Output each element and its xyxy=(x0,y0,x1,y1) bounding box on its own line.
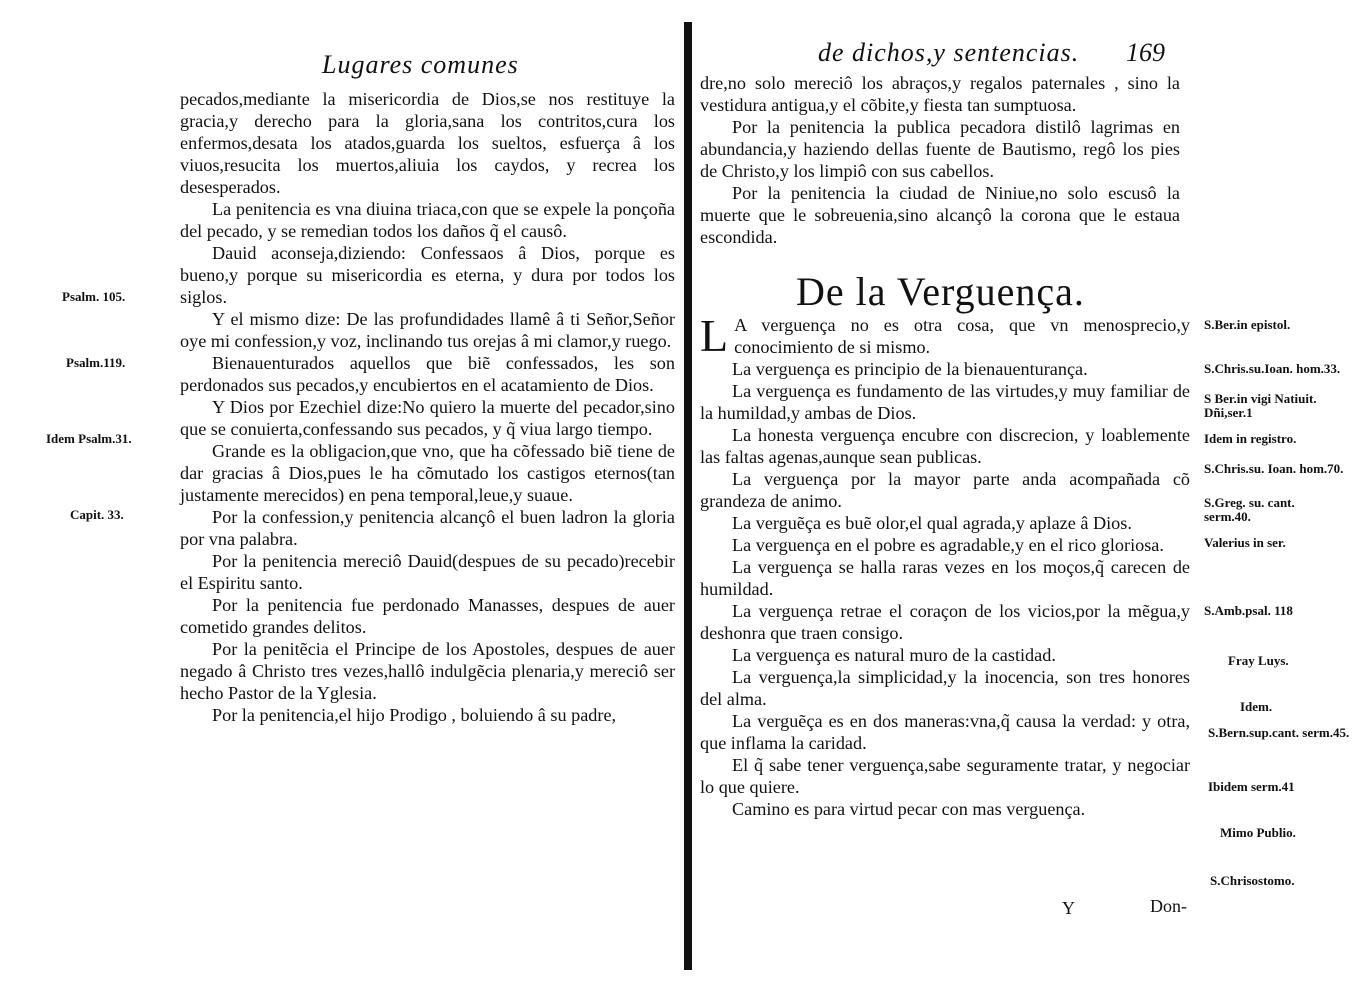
paragraph: Y el mismo dize: De las profundidades llamê â ti Señor,Señor oye mi confession,y voz, inclinando tus orejas â mi clamor,y ruego. xyxy=(180,309,675,351)
margin-note: Psalm. 105. xyxy=(62,289,126,304)
paragraph: Dauid aconseja,diziendo: Confessaos â Dios, porque es bueno,y porque su misericordia es eterna, y dura por todos los siglos. xyxy=(180,243,675,307)
margin-note: S Ber.in vigi Natiuit. Dñi,ser.1 xyxy=(1204,391,1317,420)
sentence: La verguença en el pobre es agradable,y en el rico gloriosa. xyxy=(732,535,1164,555)
paragraph: Por la penitencia la ciudad de Niniue,no solo escusô la muerte que le sobreuenia,sino alcançô la corona que le estaua escondida. xyxy=(700,183,1180,247)
right-page-intro xyxy=(700,72,1180,248)
margin-note: Psalm.119. xyxy=(66,355,126,370)
sentence: La verguença,la simplicidad,y la inocencia, son tres honores del alma. xyxy=(700,667,1190,709)
margin-note: Valerius in ser. xyxy=(1204,535,1286,550)
running-head-right: de dichos,y sentencias. xyxy=(818,38,1080,67)
sentence: La verguença se halla raras vezes en los moços,q̃ carecen de humildad. xyxy=(700,557,1190,599)
margin-note: Capit. 33. xyxy=(70,507,124,522)
margin-note: Idem Psalm.31. xyxy=(46,431,132,446)
sentence: La verguença por la mayor parte anda acompañada cõ grandeza de animo. xyxy=(700,469,1190,511)
paragraph: Y Dios por Ezechiel dize:No quiero la muerte del pecador,sino que se conuierta,confessando sus pecados, y q̃ viua largo tiempo. xyxy=(180,397,675,439)
paragraph: Por la penitencia mereciô Dauid(despues de su pecado)recebir el Espiritu santo. xyxy=(180,551,675,593)
sentence: Camino es para virtud pecar con mas verguença. xyxy=(732,799,1086,819)
margin-note: S.Ber.in epistol. xyxy=(1204,317,1291,332)
sentence-text: A verguença no es otra cosa, que vn menosprecio,y conocimiento de si mismo. xyxy=(734,315,1190,357)
paragraph: pecados,mediante la misericordia de Dios,se nos restituye la gracia,y derecho para la gloria,sana los contritos,cura los enfermos,desata los atados,guarda los sueltos, esfuerça â los viuos,resucita los muertos,aliuia los caydos, y recrea los desesperados. xyxy=(180,89,675,197)
sentence: La verguença es fundamento de las virtudes,y muy familiar de la humildad,y ambas de Dios. xyxy=(700,381,1190,423)
paragraph: Por la confession,y penitencia alcançô el buen ladron la gloria por vna palabra. xyxy=(180,507,675,549)
sentence: La verguença retrae el coraçon de los vicios,por la mẽgua,y deshonra que traen consigo. xyxy=(700,601,1190,643)
paragraph: Por la penitencia la publica pecadora distilô lagrimas en abundancia,y haziendo dellas fuente de Bautismo, regô los pies de Christo,y los limpiô con sus cabellos. xyxy=(700,117,1180,181)
paragraph: Por la penitencia fue perdonado Manasses, despues de auer cometido grandes delitos. xyxy=(180,595,675,637)
margin-note: Mimo Publio. xyxy=(1220,825,1296,840)
paragraph: La penitencia es vna diuina triaca,con que se expele la ponçoña del pecado, y se remedian todos los daños q̃ el causô. xyxy=(180,199,675,241)
right-page xyxy=(696,0,1365,1000)
sentence: La honesta verguença encubre con discrecion, y loablemente las faltas agenas,aunque sean publicas. xyxy=(700,425,1190,467)
paragraph: Por la penitẽcia el Principe de los Apostoles, despues de auer negado â Christo tres vezes,hallô indulgẽcia plenaria,y mereciô ser hecho Pastor de la Yglesia. xyxy=(180,639,675,703)
catchword: Don- xyxy=(1150,896,1187,916)
page-number: 169 xyxy=(1126,38,1165,67)
sentence: La verguença es natural muro de la castidad. xyxy=(732,645,1056,665)
margin-note: Fray Luys. xyxy=(1228,653,1289,668)
margin-note: S.Bern.sup.cant. serm.45. xyxy=(1208,725,1350,740)
paragraph: Grande es la obligacion,que vno, que ha cõfessado biẽ tiene de dar gracias â Dios,pues le ha cõmutado los castigos eternos(tan justamente merecidos) en pena temporal,leue,y suaue. xyxy=(180,441,675,505)
margin-note: S.Greg. su. cant. serm.40. xyxy=(1204,495,1295,524)
gutter-rule xyxy=(684,22,692,970)
paragraph: Bienauenturados aquellos que biẽ confessados, les son perdonados sus pecados,y encubiertos en el acatamiento de Dios. xyxy=(180,353,675,395)
dropcap: L xyxy=(700,310,729,361)
margin-note: Idem in registro. xyxy=(1204,431,1297,446)
section-title: De la Verguença. xyxy=(796,269,1085,314)
sentence: El q̃ sabe tener verguença,sabe seguramente tratar, y negociar lo que quiere. xyxy=(700,755,1190,797)
running-head-left: Lugares comunes xyxy=(322,50,519,79)
left-page-body xyxy=(180,88,675,726)
margin-note: S.Chris.su. Ioan. hom.70. xyxy=(1204,461,1344,476)
signature-mark: Y xyxy=(1062,898,1075,918)
sentence: La verguẽça es en dos maneras:vna,q̃ causa la verdad: y otra, que inflama la caridad. xyxy=(700,711,1190,753)
margin-note: S.Chris.su.Ioan. hom.33. xyxy=(1204,361,1341,376)
margin-note: Idem. xyxy=(1240,699,1273,714)
sentences-body xyxy=(700,310,1190,820)
paragraph: Por la penitencia,el hijo Prodigo , boluiendo â su padre, xyxy=(212,705,617,725)
sentence: La verguença es principio de la bienauenturança. xyxy=(732,359,1088,379)
sentence: La verguẽça es buẽ olor,el qual agrada,y aplaze â Dios. xyxy=(732,513,1132,533)
margin-note: Ibidem serm.41 xyxy=(1208,779,1295,794)
margin-note: S.Chrisostomo. xyxy=(1210,873,1295,888)
sentence xyxy=(700,310,1190,361)
margin-note: S.Amb.psal. 118 xyxy=(1204,603,1293,618)
paragraph: dre,no solo mereciô los abraços,y regalos paternales , sino la vestidura antigua,y el cõbite,y fiesta tan sumptuosa. xyxy=(700,73,1180,115)
